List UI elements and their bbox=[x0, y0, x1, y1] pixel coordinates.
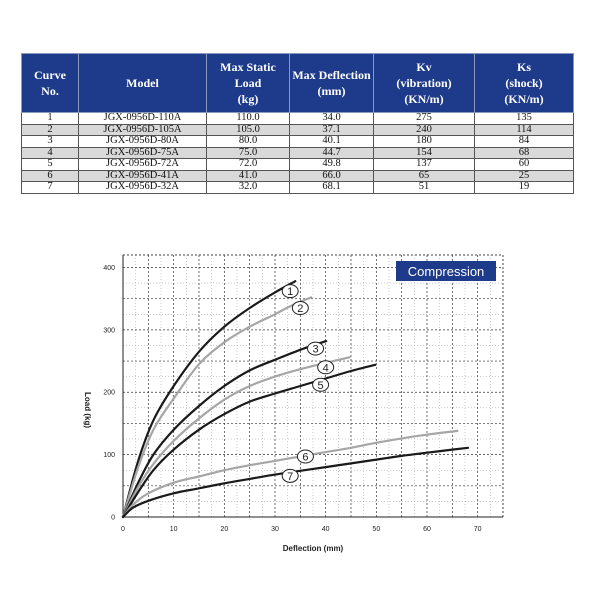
table-cell: 3 bbox=[22, 136, 79, 148]
column-header-line: No. bbox=[41, 84, 59, 98]
column-header-line: Max Static bbox=[220, 60, 276, 74]
table-cell: 84 bbox=[475, 136, 574, 148]
table-cell: 40.1 bbox=[290, 136, 374, 148]
table-cell: 135 bbox=[475, 113, 574, 125]
curve-label: 6 bbox=[302, 451, 309, 464]
y-tick-label: 200 bbox=[103, 389, 115, 397]
column-header-line: (KN/m) bbox=[404, 92, 444, 106]
y-tick-label: 100 bbox=[103, 452, 115, 460]
table-cell: 1 bbox=[22, 113, 79, 125]
x-tick-label: 30 bbox=[271, 526, 279, 533]
table-cell: JGX-0956D-80A bbox=[79, 136, 207, 148]
y-tick-label: 300 bbox=[103, 327, 115, 335]
column-header-line: (mm) bbox=[317, 84, 346, 98]
x-tick-label: 50 bbox=[372, 526, 381, 533]
column-header-line: Ks bbox=[516, 60, 531, 74]
x-tick-label: 70 bbox=[473, 526, 482, 533]
table-cell: 80.0 bbox=[207, 136, 290, 148]
table-cell: 37.1 bbox=[290, 124, 374, 136]
table-cell: 137 bbox=[374, 159, 475, 171]
table-cell: JGX-0956D-32A bbox=[79, 182, 207, 194]
column-header-line: Load bbox=[234, 76, 262, 90]
table-cell: 51 bbox=[374, 182, 475, 194]
table-cell: 60 bbox=[475, 159, 574, 171]
column-header-line: Kv bbox=[416, 60, 432, 74]
table-cell: 275 bbox=[374, 113, 475, 125]
table-cell: 66.0 bbox=[290, 170, 374, 182]
table-cell: 114 bbox=[475, 124, 574, 136]
chart-title: Compression bbox=[407, 264, 485, 279]
curve-label: 1 bbox=[287, 286, 294, 299]
column-header-line: (vibration) bbox=[396, 76, 452, 90]
table-cell: JGX-0956D-105A bbox=[79, 124, 207, 136]
table-cell: JGX-0956D-41A bbox=[79, 170, 207, 182]
table-cell: 41.0 bbox=[207, 170, 290, 182]
chart-title-box bbox=[396, 261, 496, 281]
table-cell: JGX-0956D-110A bbox=[79, 113, 207, 125]
column-header-line: Max Deflection bbox=[292, 68, 371, 82]
table-cell: 25 bbox=[475, 170, 574, 182]
table-cell: 6 bbox=[22, 170, 79, 182]
table-cell: 19 bbox=[475, 182, 574, 194]
table-cell: 180 bbox=[374, 136, 475, 148]
column-header-line: Model bbox=[126, 76, 159, 90]
y-tick-label: 0 bbox=[111, 514, 115, 522]
column-header-line: (kg) bbox=[237, 92, 259, 106]
table-cell: 32.0 bbox=[207, 182, 290, 194]
y-tick-labels bbox=[103, 265, 115, 522]
table-cell: 49.8 bbox=[290, 159, 374, 171]
x-axis-label: Deflection (mm) bbox=[282, 544, 344, 553]
x-tick-label: 0 bbox=[121, 526, 125, 533]
table-cell: 34.0 bbox=[290, 113, 374, 125]
table-cell: JGX-0956D-75A bbox=[79, 147, 207, 159]
table-cell: JGX-0956D-72A bbox=[79, 159, 207, 171]
curve-label: 4 bbox=[322, 362, 329, 375]
curve-label: 5 bbox=[317, 379, 324, 392]
table-cell: 4 bbox=[22, 147, 79, 159]
column-header-line: (KN/m) bbox=[504, 92, 544, 106]
curve-label: 2 bbox=[297, 303, 304, 316]
column-header-line: (shock) bbox=[505, 76, 543, 90]
y-tick-label: 400 bbox=[103, 264, 115, 272]
curve-label: 7 bbox=[287, 470, 294, 483]
table-cell: 154 bbox=[374, 147, 475, 159]
table-cell: 105.0 bbox=[207, 124, 290, 136]
table-cell: 7 bbox=[22, 182, 79, 194]
table-cell: 5 bbox=[22, 159, 79, 171]
table-cell: 72.0 bbox=[207, 159, 290, 171]
table-cell: 240 bbox=[374, 124, 475, 136]
x-tick-label: 10 bbox=[169, 526, 178, 533]
x-tick-labels bbox=[121, 526, 482, 533]
column-header-line: Curve bbox=[34, 68, 66, 82]
table-cell: 65 bbox=[374, 170, 475, 182]
x-tick-label: 20 bbox=[220, 526, 229, 533]
curve-label: 3 bbox=[312, 343, 319, 356]
y-axis-label: Load (kg) bbox=[83, 392, 92, 428]
table-cell: 68.1 bbox=[290, 182, 374, 194]
table-cell: 75.0 bbox=[207, 147, 290, 159]
table-cell: 44.7 bbox=[290, 147, 374, 159]
x-tick-label: 40 bbox=[321, 526, 330, 533]
table-cell: 110.0 bbox=[207, 113, 290, 125]
x-tick-label: 60 bbox=[423, 526, 431, 533]
table-cell: 2 bbox=[22, 124, 79, 136]
table-cell: 68 bbox=[475, 147, 574, 159]
